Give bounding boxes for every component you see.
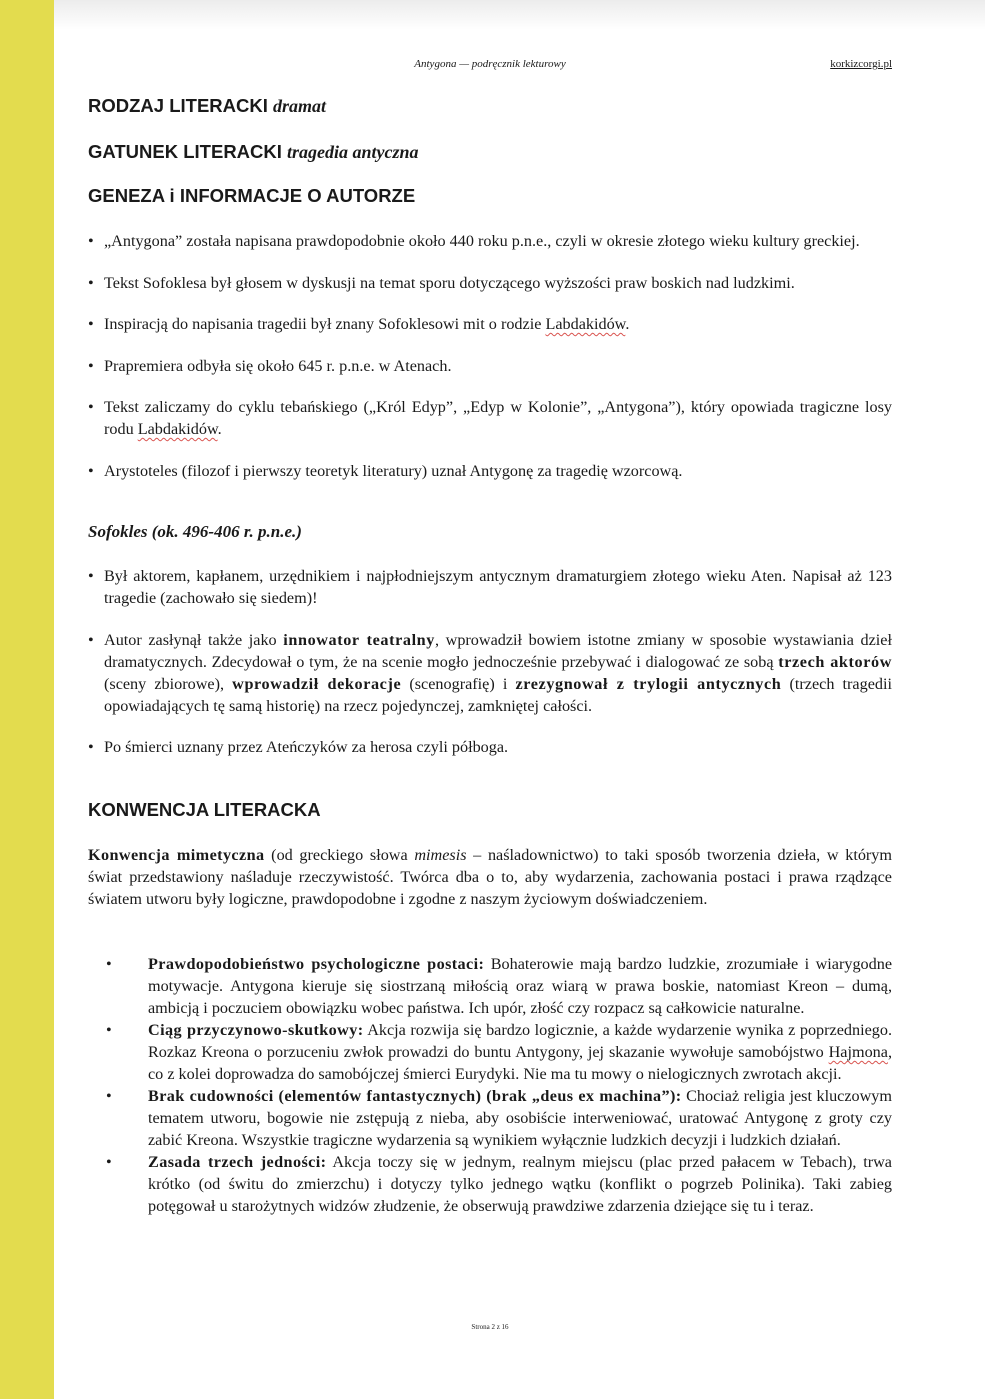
page-header-site-link[interactable]: korkizcorgi.pl [830, 58, 892, 70]
sofokles-heading: Sofokles (ok. 496-406 r. p.n.e.) [88, 522, 302, 541]
bullet-icon: • [106, 1087, 112, 1105]
heading-rodzaj [88, 95, 326, 117]
list-item [88, 396, 892, 440]
text: (sceny zbiorowe), [104, 674, 233, 693]
point-text: Chociaż religia jest kluczowym tematem utworu, bogowie nie zstępują z nieba, aby osobiście interweniować, uratować Antygonę z groty czy zabić Kreona. Wszystkie tragiczne wydarzenia są wynikiem wyłącznie ludzkich decyzji i ludzkich działań. [148, 1087, 892, 1149]
sofokles-list [88, 565, 892, 778]
text: (trzech tragedii opowiadających tę samą historię) na rzecz pojedynczej, zamkniętej całości. [104, 674, 892, 715]
item-text: Tekst zaliczamy do cyklu tebańskiego („Król Edyp”, „Edyp w Kolonie”, „Antygona”), który opowiada tragiczne losy rodu [104, 398, 892, 438]
bullet-icon: • [106, 1021, 112, 1039]
point-lead: Ciąg przyczynowo-skutkowy: [148, 1021, 364, 1039]
point-lead: Brak cudowności (elementów fantastycznych) (brak „deus ex machina”): [148, 1087, 682, 1105]
list-item [88, 629, 892, 717]
point-text: Akcja rozwija się bardzo logicznie, a każde wydarzenie wynika z poprzedniego. Rozkaz Kreona o porzuceniu zwłok prowadzi do buntu Antygony, jej skazanie wywołuje samobójstwo [148, 1021, 892, 1061]
spellcheck-word: Labdakidów [137, 420, 218, 438]
bold-text: zrezygnował z trylogii antycznych [515, 674, 782, 693]
list-item: • Po śmierci uznany przez Ateńczyków za herosa czyli półboga. [88, 736, 892, 758]
item-text: Inspiracją do napisania tragedii był znany Sofoklesowi mit o rodzie [104, 315, 546, 333]
heading-geneza: GENEZA i INFORMACJE O AUTORZE [88, 185, 416, 206]
list-item [88, 313, 892, 335]
bullet-icon: • [106, 1153, 112, 1171]
italic-text: mimesis [414, 846, 467, 864]
gatunek-value: tragedia antyczna [287, 142, 419, 162]
page-header-title: Antygona — podręcznik lekturowy [414, 58, 566, 70]
item-period: . [217, 420, 222, 438]
text: – naśladownictwo) to taki sposób tworzenia dzieła, w którym świat przedstawiony naśladuje rzeczywistość. Twórca dba o to, aby wydarzenia, zachowania postaci i prawa rządzące światem utworu były logiczne, prawdopodobne i zgodne z naszym życiowym doświadczeniem. [88, 846, 892, 908]
document-page [88, 0, 892, 1399]
gatunek-label: GATUNEK LITERACKI [88, 141, 282, 162]
heading-konwencja: KONWENCJA LITERACKA [88, 799, 321, 820]
page-footer-number: Strona 2 z 16 [471, 1323, 509, 1331]
list-item [88, 1151, 892, 1217]
list-item: • Był aktorem, kapłanem, urzędnikiem i najpłodniejszym antycznym dramaturgiem złotego wieku Aten. Napisał aż 123 tragedie (zachowało się siedem)! [88, 565, 892, 609]
list-item [88, 1019, 892, 1085]
konwencja-intro [88, 844, 892, 910]
list-item [88, 1085, 892, 1151]
list-item: • Arystoteles (filozof i pierwszy teoretyk literatury) uznał Antygonę za tragedię wzorcową. [88, 460, 892, 482]
geneza-list [88, 230, 892, 501]
text: (scenografię) i [401, 674, 516, 693]
bullet-icon: • [106, 955, 112, 973]
side-accent-band [0, 0, 54, 1399]
spellcheck-word: Hajmona [828, 1043, 888, 1061]
text: , wprowadził bowiem istotne zmiany w sposobie wystawiania dzieł dramatycznych. Zdecydował o tym, że na scenie mogło jednocześnie przebywać i dialogować ze sobą [104, 630, 892, 671]
text: Autor zasłynął także jako [104, 630, 284, 649]
point-text: Akcja toczy się w jednym, realnym miejscu (plac przed pałacem w Tebach), trwa krótko (od świtu do zmierzchu) i dotyczy tylko jednego wątku (konflikt o pogrzeb Polinika). Taki zabieg potęgował u starożytnych widzów złudzenie, że obserwują prawdziwe zdarzenia dziejące się tu i teraz. [148, 1153, 892, 1215]
konwencja-list [88, 953, 892, 1217]
bold-text: innowator teatralny [283, 630, 435, 649]
heading-gatunek [88, 141, 419, 163]
point-lead: Zasada trzech jedności: [148, 1153, 327, 1171]
list-item: • „Antygona” została napisana prawdopodobnie około 440 roku p.n.e., czyli w okresie złotego wieku kultury greckiej. [88, 230, 892, 252]
rodzaj-value: dramat [273, 96, 327, 116]
point-lead: Prawdopodobieństwo psychologiczne postaci: [148, 955, 485, 973]
bold-text: wprowadził dekoracje [232, 674, 402, 693]
point-text: Bohaterowie mają bardzo ludzkie, zrozumiałe i wiarygodne motywacje. Antygona kieruje się siostrzaną miłością oraz wiarą w prawa boskie, natomiast Kreon – dumą, ambicją i poczuciem obowiązku wobec państwa. Ich upór, złość czy rozpacz są całkowicie naturalne. [148, 955, 892, 1017]
rodzaj-label: RODZAJ LITERACKI [88, 95, 268, 116]
bold-text: trzech aktorów [778, 652, 892, 671]
point-text: , co z kolei doprowadza do samobójczej śmierci Eurydyki. Nie ma tu mowy o nielogicznych zwrotach akcji. [148, 1043, 892, 1083]
item-period: . [625, 315, 630, 333]
list-item: • Tekst Sofoklesa był głosem w dyskusji na temat sporu dotyczącego wyższości praw boskich nad ludzkimi. [88, 272, 892, 294]
list-item: • Prapremiera odbyła się około 645 r. p.n.e. w Atenach. [88, 355, 892, 377]
list-item [88, 953, 892, 1019]
spellcheck-word: Labdakidów [545, 315, 626, 333]
bold-text: Konwencja mimetyczna [88, 846, 265, 864]
text: (od greckiego słowa [264, 846, 415, 864]
